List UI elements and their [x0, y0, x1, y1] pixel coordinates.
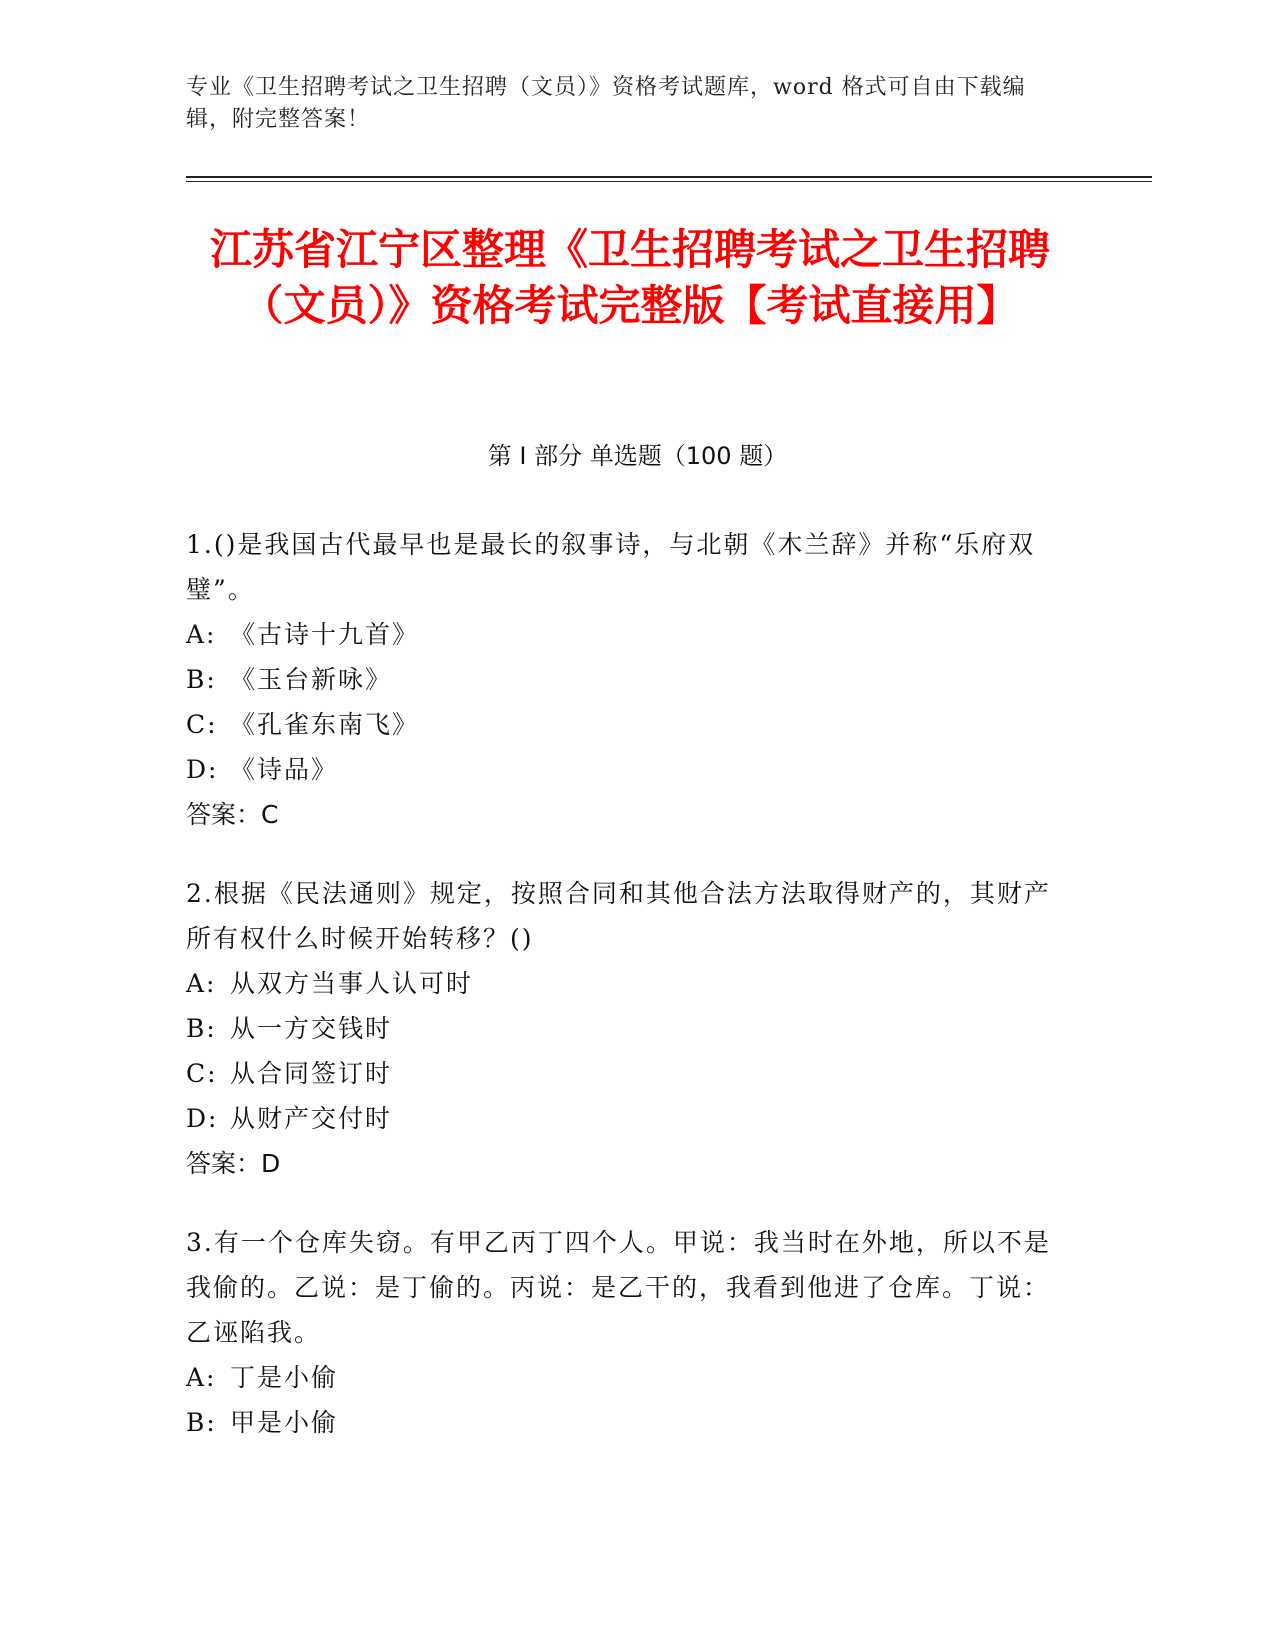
- option-a: [186, 1355, 1066, 1400]
- option-letter: C:: [186, 1059, 218, 1088]
- option-d: [186, 747, 1066, 792]
- option-letter: B:: [186, 1014, 217, 1043]
- option-letter: A:: [186, 969, 217, 998]
- option-letter: B:: [186, 665, 217, 694]
- option-a: [186, 612, 1066, 657]
- question-stem: 3.有一个仓库失窃。有甲乙丙丁四个人。甲说：我当时在外地，所以不是我偷的。乙说：是丁偷的。丙说：是乙干的，我看到他进了仓库。丁说：乙诬陷我。: [186, 1228, 1051, 1347]
- option-text: 从财产交付时: [230, 1104, 393, 1133]
- option-text: 从合同签订时: [230, 1059, 393, 1088]
- option-text: 《诗品》: [230, 755, 339, 784]
- option-c: [186, 702, 1066, 747]
- answer: 答案：C: [186, 800, 279, 829]
- option-d: [186, 1096, 1066, 1141]
- option-text: 从双方当事人认可时: [230, 969, 474, 998]
- option-letter: D:: [186, 755, 219, 784]
- option-text: 丁是小偷: [230, 1363, 339, 1392]
- option-b: [186, 657, 1066, 702]
- option-text: 从一方交钱时: [230, 1014, 393, 1043]
- option-b: [186, 1400, 1066, 1445]
- answer: 答案：D: [186, 1149, 281, 1178]
- section-title: 第 I 部分 单选题（100 题）: [487, 442, 788, 470]
- option-letter: C:: [186, 710, 218, 739]
- question-list: [186, 522, 1066, 1479]
- header-note: 专业《卫生招聘考试之卫生招聘（文员）》资格考试题库，word 格式可自由下载编辑，附完整答案！: [186, 75, 1026, 132]
- option-text: 《古诗十九首》: [230, 620, 420, 649]
- option-b: [186, 1006, 1066, 1051]
- question-stem: 2.根据《民法通则》规定，按照合同和其他合法方法取得财产的，其财产所有权什么时候开始转移？(): [186, 879, 1051, 953]
- option-letter: B:: [186, 1408, 217, 1437]
- option-text: 甲是小偷: [230, 1408, 339, 1437]
- question-2: [186, 871, 1066, 1186]
- option-letter: A:: [186, 1363, 217, 1392]
- option-letter: D:: [186, 1104, 219, 1133]
- option-c: [186, 1051, 1066, 1096]
- option-letter: A:: [186, 620, 217, 649]
- question-1: [186, 522, 1066, 837]
- option-text: 《玉台新咏》: [230, 665, 393, 694]
- question-stem: 1.()是我国古代最早也是最长的叙事诗，与北朝《木兰辞》并称“乐府双璧”。: [186, 530, 1036, 604]
- option-a: [186, 961, 1066, 1006]
- header-divider-thick: [186, 176, 1152, 178]
- document-title: 江苏省江宁区整理《卫生招聘考试之卫生招聘（文员）》资格考试完整版【考试直接用】: [209, 225, 1050, 330]
- question-3: [186, 1220, 1066, 1445]
- option-text: 《孔雀东南飞》: [230, 710, 420, 739]
- header-divider-thin: [186, 181, 1152, 182]
